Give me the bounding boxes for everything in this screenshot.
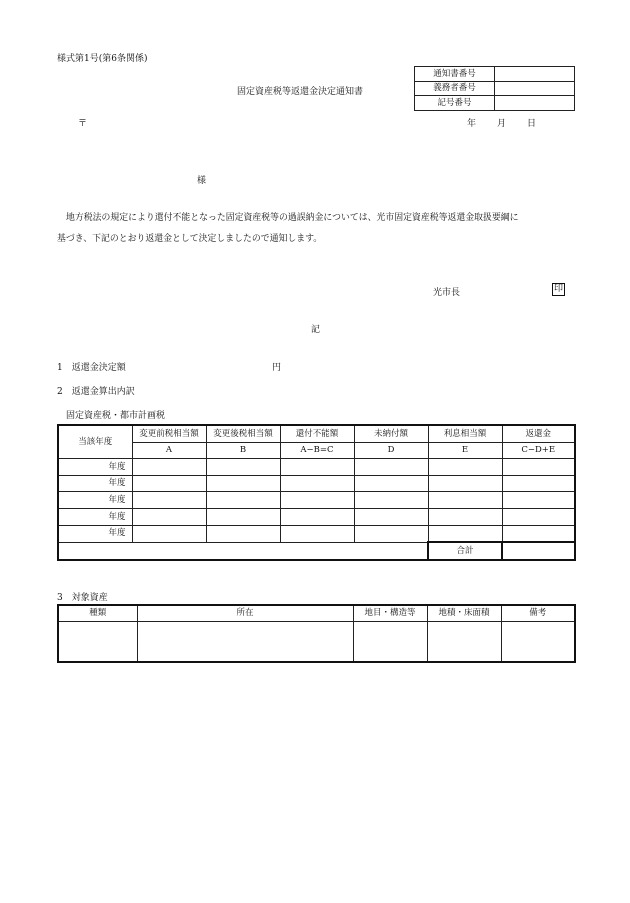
col-header: 未納付額 xyxy=(354,425,428,442)
value-cell xyxy=(428,525,502,542)
value-cell xyxy=(280,459,354,476)
value-cell xyxy=(206,525,280,542)
value-cell xyxy=(428,492,502,509)
value-cell xyxy=(354,492,428,509)
value-cell xyxy=(354,508,428,525)
info-value xyxy=(495,67,575,82)
ki-heading: 記 xyxy=(311,325,321,335)
value-cell xyxy=(502,525,575,542)
year-header: 当該年度 xyxy=(58,425,132,459)
calculation-table xyxy=(57,424,576,561)
info-label: 義務者番号 xyxy=(415,81,495,96)
total-row xyxy=(58,542,575,560)
value-cell xyxy=(132,508,206,525)
value-cell xyxy=(428,459,502,476)
col-header: 変更後税相当額 xyxy=(206,425,280,442)
col-code: E xyxy=(428,442,502,459)
asset-cell xyxy=(353,621,427,662)
value-cell xyxy=(354,525,428,542)
col-code: A xyxy=(132,442,206,459)
value-cell xyxy=(502,508,575,525)
total-value xyxy=(502,542,575,560)
asset-table xyxy=(57,604,576,663)
info-row-symbol-number xyxy=(415,96,575,111)
col-code: D xyxy=(354,442,428,459)
value-cell xyxy=(502,475,575,492)
table-row xyxy=(58,621,575,662)
info-label: 通知書番号 xyxy=(415,67,495,82)
date-month: 月 xyxy=(497,119,507,129)
value-cell xyxy=(428,508,502,525)
form-label: 様式第1号(第6条関係) xyxy=(57,54,148,64)
total-label: 合計 xyxy=(428,542,502,560)
value-cell xyxy=(206,475,280,492)
year-cell: 年度 xyxy=(58,492,132,509)
col-header: 変更前税相当額 xyxy=(132,425,206,442)
section1-label: 1 返還金決定額 xyxy=(57,363,126,373)
col-header: 利息相当額 xyxy=(428,425,502,442)
info-row-obligor-number xyxy=(415,81,575,96)
value-cell xyxy=(132,459,206,476)
value-cell xyxy=(502,459,575,476)
value-cell xyxy=(280,492,354,509)
asset-cell xyxy=(501,621,575,662)
body-paragraph-line1: 地方税法の規定により還付不能となった固定資産税等の過誤納金については、光市固定資産税等返還金取扱要綱に xyxy=(66,213,519,223)
table-row xyxy=(58,525,575,542)
body-paragraph-line2: 基づき、下記のとおり返還金として決定しましたので通知します。 xyxy=(57,234,323,244)
value-cell xyxy=(354,475,428,492)
table-row xyxy=(58,475,575,492)
info-row-notice-number xyxy=(415,67,575,82)
postal-mark: 〒 xyxy=(78,119,88,129)
asset-col-header: 備考 xyxy=(501,605,575,621)
mayor-title: 光市長 xyxy=(433,288,461,298)
asset-col-header: 所在 xyxy=(137,605,353,621)
recipient-honorific: 様 xyxy=(197,176,207,186)
calc-code-row xyxy=(58,442,575,459)
value-cell xyxy=(206,508,280,525)
section2-subtitle: 固定資産税・都市計画税 xyxy=(66,411,166,421)
col-header: 還付不能額 xyxy=(280,425,354,442)
table-row xyxy=(58,459,575,476)
value-cell xyxy=(428,475,502,492)
asset-col-header: 地積・床面積 xyxy=(427,605,501,621)
info-value xyxy=(495,96,575,111)
asset-col-header: 地目・構造等 xyxy=(353,605,427,621)
value-cell xyxy=(280,525,354,542)
value-cell xyxy=(354,459,428,476)
col-code: A−B=C xyxy=(280,442,354,459)
info-value xyxy=(495,81,575,96)
value-cell xyxy=(280,508,354,525)
calc-header-row xyxy=(58,425,575,442)
col-code: C−D+E xyxy=(502,442,575,459)
asset-cell xyxy=(427,621,501,662)
year-cell: 年度 xyxy=(58,475,132,492)
official-seal: 印 xyxy=(554,284,564,294)
yen-unit: 円 xyxy=(272,363,282,373)
date-day: 日 xyxy=(527,119,537,129)
asset-cell xyxy=(137,621,353,662)
value-cell xyxy=(502,492,575,509)
info-label: 記号番号 xyxy=(415,96,495,111)
value-cell xyxy=(206,459,280,476)
document-title: 固定資産税等返還金決定通知書 xyxy=(237,87,364,97)
year-cell: 年度 xyxy=(58,459,132,476)
asset-col-header: 種類 xyxy=(58,605,137,621)
section3-label: 3 対象資産 xyxy=(57,593,108,603)
year-cell: 年度 xyxy=(58,525,132,542)
asset-cell xyxy=(58,621,137,662)
value-cell xyxy=(132,492,206,509)
asset-header-row xyxy=(58,605,575,621)
table-row xyxy=(58,508,575,525)
year-cell: 年度 xyxy=(58,508,132,525)
value-cell xyxy=(132,525,206,542)
value-cell xyxy=(206,492,280,509)
date-year: 年 xyxy=(467,119,477,129)
table-row xyxy=(58,492,575,509)
section2-label: 2 返還金算出内訳 xyxy=(57,387,135,397)
value-cell xyxy=(280,475,354,492)
value-cell xyxy=(132,475,206,492)
info-table xyxy=(414,66,575,111)
col-header: 返還金 xyxy=(502,425,575,442)
col-code: B xyxy=(206,442,280,459)
